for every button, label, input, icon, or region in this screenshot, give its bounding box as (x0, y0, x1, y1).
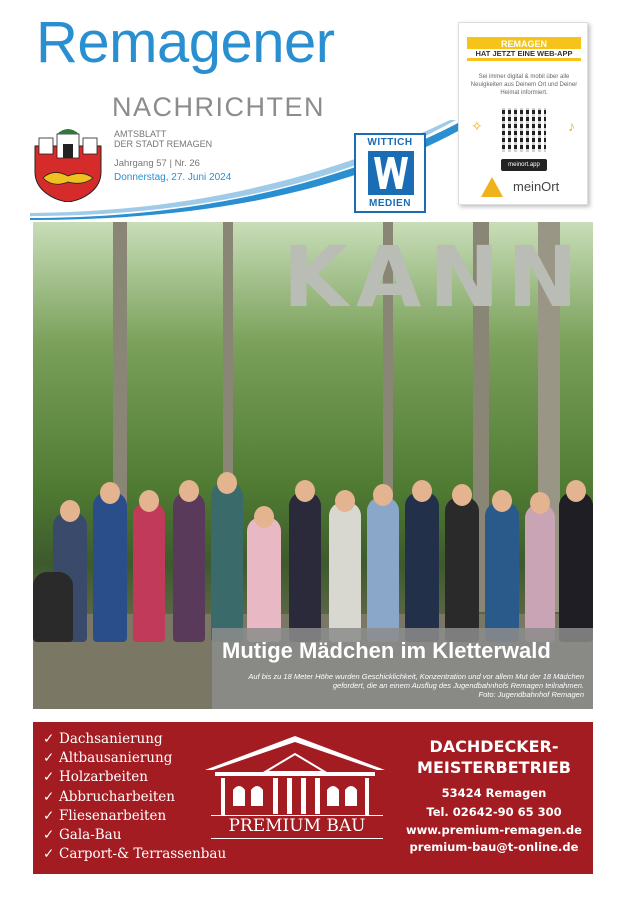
service-label: Abbrucharbeiten (59, 788, 175, 805)
person (247, 517, 281, 642)
publisher-name-bottom: MEDIEN (369, 198, 411, 209)
person (329, 502, 361, 642)
webapp-headline: HAT JETZT EINE WEB-APP (467, 49, 581, 58)
person (405, 492, 439, 642)
person-head (373, 484, 393, 506)
service-item (43, 768, 226, 787)
webapp-town: REMAGEN (500, 39, 547, 49)
webapp-banner (467, 37, 581, 61)
person-head (452, 484, 472, 506)
person (133, 502, 165, 642)
service-label: Altbausanierung (59, 750, 173, 767)
service-label: Fliesenarbeiten (59, 807, 167, 824)
person-head (179, 480, 199, 502)
person-head (254, 506, 274, 528)
publisher-name-top: WITTICH (367, 137, 413, 148)
person (33, 572, 73, 642)
service-item (43, 807, 226, 826)
masthead-subtitle: NACHRICHTEN (112, 92, 326, 122)
service-item (43, 826, 226, 845)
company-address: 53424 Remagen (441, 786, 547, 800)
store-badge[interactable] (501, 159, 547, 171)
issue-date: Donnerstag, 27. Juni 2024 (114, 172, 232, 183)
meinort-logo (473, 173, 577, 201)
cover-body-text: Auf bis zu 18 Meter Höhe wurden Geschicklichkeit, Konzentration und vor allem Mut der 18 Mädchen gefordert, die an einem Ausflug des Jugendbahnhofs Remagen teilnahmen. (248, 672, 584, 690)
amtsblatt-line1: AMTSBLATT (114, 129, 167, 139)
premium-bau-advert[interactable] (33, 722, 593, 874)
publisher-logo (354, 133, 426, 213)
company-heading-line1: DACHDECKER- (429, 737, 559, 756)
person-head (217, 472, 237, 494)
person (525, 504, 555, 642)
check-icon: ✓ (43, 827, 55, 844)
meinort-brand: meinOrt (513, 179, 560, 194)
person-head (412, 480, 432, 502)
person (211, 482, 243, 642)
person-head (295, 480, 315, 502)
person-head (139, 490, 159, 512)
person (559, 492, 593, 642)
person-head (566, 480, 586, 502)
person (445, 497, 479, 642)
service-item (43, 730, 226, 749)
city-crest-icon (33, 128, 103, 202)
check-icon: ✓ (43, 750, 55, 767)
brand-name: PREMIUM BAU (211, 815, 383, 839)
service-item (43, 749, 226, 768)
check-icon: ✓ (43, 846, 55, 863)
check-icon: ✓ (43, 731, 55, 747)
cover-caption (212, 628, 593, 709)
check-icon: ✓ (43, 807, 55, 824)
group-of-girls (33, 462, 593, 642)
service-list (43, 730, 226, 864)
check-icon: ✓ (43, 788, 55, 805)
meinort-triangle-icon (481, 177, 503, 197)
lightbulb-icon: ✧ (471, 118, 483, 134)
cover-headline: Mutige Mädchen im Kletterwald (222, 638, 551, 663)
store-badge-label: meinort.app (508, 162, 540, 168)
webapp-promo[interactable] (458, 22, 588, 205)
masthead-title: Remagener (36, 10, 335, 75)
bell-icon: ♪ (568, 118, 575, 134)
person-head (60, 500, 80, 522)
company-website-link[interactable]: www.premium-remagen.de (406, 823, 582, 837)
person-head (100, 482, 120, 504)
service-label: Dachsanierung (59, 731, 163, 747)
qr-code-icon[interactable] (502, 108, 546, 152)
service-label: Carport-& Terrassenbau (59, 846, 227, 863)
amtsblatt-line2: DER STADT REMAGEN (114, 139, 213, 149)
villa-icon (201, 734, 389, 862)
person (485, 502, 519, 642)
person-head (492, 490, 512, 512)
service-item (43, 788, 226, 807)
person (173, 492, 205, 642)
service-label: Gala-Bau (59, 827, 122, 844)
issue-meta (114, 129, 231, 183)
person (93, 492, 127, 642)
climbing-park-sign: KANN (283, 228, 586, 326)
company-email-link[interactable]: premium-bau@t-online.de (409, 840, 579, 854)
cover-body (224, 672, 584, 699)
person (289, 492, 321, 642)
check-icon: ✓ (43, 769, 55, 786)
company-phone[interactable]: Tel. 02642-90 65 300 (426, 805, 562, 819)
issue-number: Jahrgang 57 | Nr. 26 (114, 158, 200, 169)
service-item (43, 845, 226, 864)
company-info (403, 736, 585, 854)
person-head (530, 492, 550, 514)
company-heading-line2: MEISTERBETRIEB (417, 758, 571, 777)
person (367, 497, 399, 642)
photo-credit: Foto: Jugendbahnhof Remagen (478, 690, 584, 699)
webapp-text: Sei immer digital & mobil über alle Neuigkeiten aus Deinem Ort und Deiner Heimat informiert. (470, 74, 578, 96)
person-head (335, 490, 355, 512)
service-label: Holzarbeiten (59, 769, 148, 786)
w-logo-icon (368, 151, 414, 195)
